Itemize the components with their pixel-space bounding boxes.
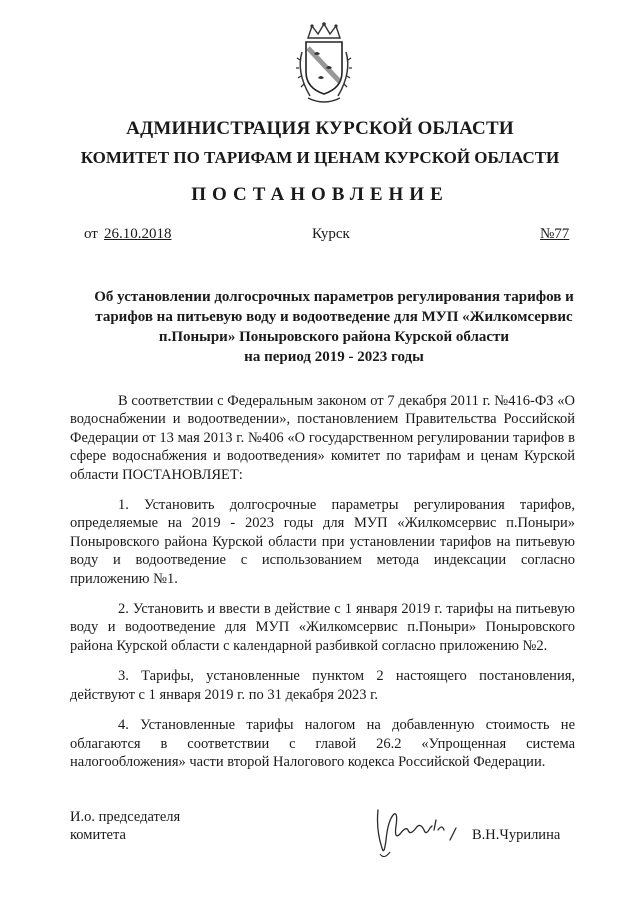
handwritten-signature: [372, 800, 464, 864]
subject-line: п.Поныри» Поныровского района Курской области: [158, 329, 510, 345]
signatory-role: [70, 808, 180, 844]
signatory-role-line: комитета: [70, 827, 126, 843]
clause-3: 3. Тарифы, установленные пунктом 2 настоящего постановления, действуют с 1 января 2019 г. по 31 декабря 2023 г.: [70, 668, 575, 703]
organization-title: АДМИНИСТРАЦИЯ КУРСКОЙ ОБЛАСТИ: [126, 118, 514, 139]
document-body: [70, 392, 575, 783]
committee-title: КОМИТЕТ ПО ТАРИФАМ И ЦЕНАМ КУРСКОЙ ОБЛАСТИ: [80, 148, 560, 167]
document-number: №77: [540, 226, 570, 242]
date-prefix: от: [84, 226, 98, 242]
clause-2: 2. Установить и ввести в действие с 1 января 2019 г. тарифы на питьевую воду и водоотведение для МУП «Жилкомсервис п.Поныри» Поныровского района Курской области с календарной разбивкой согласно приложению №2.: [70, 601, 575, 654]
subject-line: Об установлении долгосрочных параметров регулирования тарифов и: [94, 289, 574, 305]
document-subject: [84, 287, 584, 367]
document-city: Курск: [312, 226, 350, 242]
document-type: ПОСТАНОВЛЕНИЕ: [191, 184, 449, 205]
signatory-role-line: И.о. председателя: [70, 809, 181, 825]
intro-paragraph: В соответствии с Федеральным законом от 7 декабря 2011 г. №416-ФЗ «О водоснабжении и водоотведении», постановлением Правительства Российской Федерации от 13 мая 2013 г. №406 «О государственном регулировании тарифов в сфере водоснабжения и водоотведения» комитет по тарифам и ценам Курской области ПОСТАНОВЛЯЕТ:: [70, 393, 575, 483]
clause-4: 4. Установленные тарифы налогом на добавленную стоимость не облагаются в соответствии с главой 26.2 «Упрощенная система налогообложения» части второй Налогового кодекса Российской Федерации.: [70, 717, 575, 770]
signatory-name: В.Н.Чурилина: [472, 827, 561, 843]
subject-line: тарифов на питьевую воду и водоотведение для МУП «Жилкомсервис: [95, 309, 573, 325]
document-date: 26.10.2018: [104, 226, 172, 242]
clause-1: 1. Установить долгосрочные параметры регулирования тарифов, определяемые на 2019 - 2023 годы для МУП «Жилкомсервис п.Поныри» Поныровского района Курской области при установлении тарифов на питьевую воду и водоотведение с использованием метода индексации согласно приложению №1.: [70, 497, 575, 587]
subject-line: на период 2019 - 2023 годы: [244, 349, 424, 365]
coat-of-arms-icon: [294, 22, 354, 108]
